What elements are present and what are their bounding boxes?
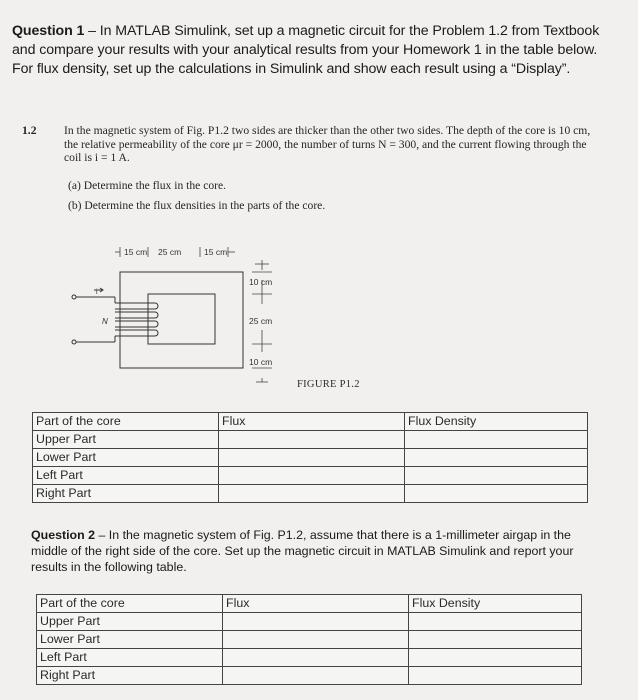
- row-label: Lower Part: [37, 631, 223, 649]
- flux-cell[interactable]: [219, 449, 405, 467]
- problem-parts: [68, 179, 325, 218]
- flux-cell[interactable]: [223, 613, 409, 631]
- flux-density-cell[interactable]: [409, 667, 582, 685]
- row-label: Right Part: [33, 485, 219, 503]
- flux-density-cell[interactable]: [405, 467, 588, 485]
- flux-cell[interactable]: [219, 485, 405, 503]
- table-row: [33, 485, 588, 503]
- question-2: [31, 527, 601, 575]
- coil-label: N: [102, 317, 108, 326]
- dim-right-2: 25 cm: [249, 316, 273, 326]
- question-1-text: – In MATLAB Simulink, set up a magnetic circuit for the Problem 1.2 from Textbook and compare your results with your analytical results from your Homework 1 in the table below. For flux density, set up the calculations in Simulink and show each result using a “Display”.: [12, 23, 600, 77]
- header-flux: Flux: [219, 413, 405, 431]
- flux-cell[interactable]: [219, 467, 405, 485]
- flux-cell[interactable]: [223, 667, 409, 685]
- table-header-row: [33, 413, 588, 431]
- flux-density-cell[interactable]: [405, 431, 588, 449]
- row-label: Upper Part: [33, 431, 219, 449]
- header-flux-density: Flux Density: [405, 413, 588, 431]
- table-row: [33, 431, 588, 449]
- flux-density-cell[interactable]: [409, 631, 582, 649]
- table-row: [37, 649, 582, 667]
- table-header-row: [37, 595, 582, 613]
- flux-cell[interactable]: [219, 431, 405, 449]
- row-label: Upper Part: [37, 613, 223, 631]
- table-row: [37, 667, 582, 685]
- problem-part-b: (b) Determine the flux densities in the parts of the core.: [68, 198, 326, 212]
- problem-part-a: (a) Determine the flux in the core.: [68, 179, 227, 192]
- table-row: [37, 631, 582, 649]
- row-label: Left Part: [37, 649, 223, 667]
- results-table-1: [32, 412, 588, 503]
- table-row: [33, 467, 588, 485]
- row-label: Left Part: [33, 467, 219, 485]
- results-table-2: [36, 594, 582, 685]
- current-label: i: [96, 289, 98, 296]
- dim-right-1: 10 cm: [249, 277, 273, 287]
- flux-density-cell[interactable]: [405, 485, 588, 503]
- row-label: Right Part: [37, 667, 223, 685]
- problem-number: 1.2: [22, 124, 37, 137]
- dim-top-1: 15 cm: [124, 247, 148, 257]
- dim-top-3: 15 cm: [204, 247, 228, 257]
- question-2-text: – In the magnetic system of Fig. P1.2, assume that there is a 1-millimeter airgap in the middle of the right side of the core. Set up the magnetic circuit in MATLAB Simulink and report your results in the following table.: [31, 528, 574, 574]
- magnetic-core: [120, 272, 243, 368]
- figure-p1-2: [60, 232, 400, 402]
- header-flux: Flux: [223, 595, 409, 613]
- dim-top-2: 25 cm: [158, 247, 182, 257]
- flux-cell[interactable]: [223, 631, 409, 649]
- question-2-label: Question 2: [31, 528, 96, 542]
- flux-density-cell[interactable]: [409, 649, 582, 667]
- figure-caption: FIGURE P1.2: [297, 379, 360, 390]
- problem-statement: In the magnetic system of Fig. P1.2 two sides are thicker than the other two sides. The depth of the core is 10 cm, the relative permeability of the core μr = 2000, the number of turns N = 300, and the current flowing through the coil is i = 1 A.: [64, 124, 591, 164]
- table-row: [37, 613, 582, 631]
- header-flux-density: Flux Density: [409, 595, 582, 613]
- row-label: Lower Part: [33, 449, 219, 467]
- dim-right-3: 10 cm: [249, 357, 273, 367]
- header-part: Part of the core: [33, 413, 219, 431]
- flux-density-cell[interactable]: [409, 613, 582, 631]
- coil-winding: [72, 288, 158, 344]
- question-1-label: Question 1: [12, 23, 85, 39]
- question-1: [12, 22, 612, 79]
- flux-density-cell[interactable]: [405, 449, 588, 467]
- header-part: Part of the core: [37, 595, 223, 613]
- flux-cell[interactable]: [223, 649, 409, 667]
- table-row: [33, 449, 588, 467]
